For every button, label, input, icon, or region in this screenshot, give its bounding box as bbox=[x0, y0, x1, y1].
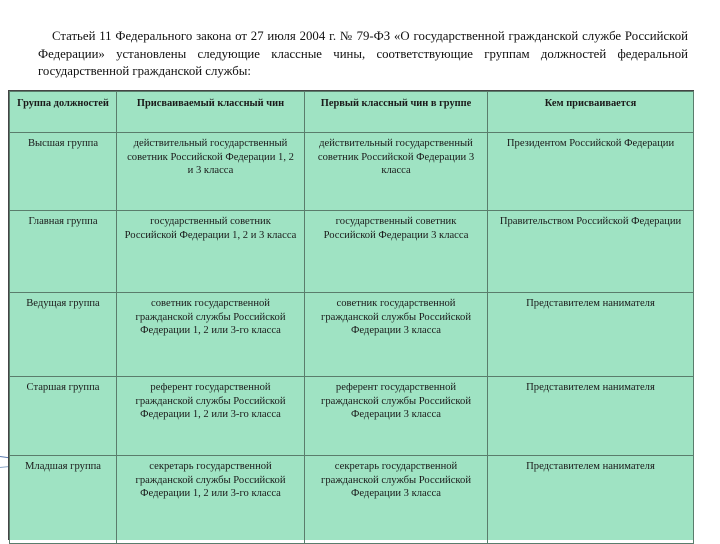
cell-assigned-rank: советник государственной гражданской службы Российской Федерации 1, 2 или 3-го класса bbox=[117, 293, 305, 377]
table-row bbox=[10, 456, 694, 544]
intro-text: Статьей 11 Федерального закона от 27 июля 2004 г. № 79-ФЗ «О государственной гражданской службе Российской Федерации» установлены следующие классные чины, соответствующие группам должностей федеральной государственной гражданской службы: bbox=[38, 29, 688, 78]
cell-first-rank: секретарь государственной гражданской службы Российской Федерации 3 класса bbox=[305, 456, 488, 544]
cell-group: Главная группа bbox=[10, 211, 117, 293]
table-row bbox=[10, 211, 694, 293]
cell-assigned-rank: государственный советник Российской Федерации 1, 2 и 3 класса bbox=[117, 211, 305, 293]
cell-first-rank: референт государственной гражданской службы Российской Федерации 3 класса bbox=[305, 377, 488, 456]
table-row bbox=[10, 293, 694, 377]
cell-assigned-by: Представителем нанимателя bbox=[488, 377, 694, 456]
class-ranks-table bbox=[9, 91, 694, 544]
cell-assigned-by: Представителем нанимателя bbox=[488, 293, 694, 377]
cell-first-rank: советник государственной гражданской службы Российской Федерации 3 класса bbox=[305, 293, 488, 377]
cell-assigned-rank: референт государственной гражданской службы Российской Федерации 1, 2 или 3-го класса bbox=[117, 377, 305, 456]
cell-assigned-rank: действительный государственный советник Российской Федерации 1, 2 и 3 класса bbox=[117, 133, 305, 211]
cell-assigned-rank: секретарь государственной гражданской службы Российской Федерации 1, 2 или 3-го класса bbox=[117, 456, 305, 544]
cell-group: Младшая группа bbox=[10, 456, 117, 544]
header-group: Группа должностей bbox=[10, 92, 117, 133]
cell-assigned-by: Президентом Российской Федерации bbox=[488, 133, 694, 211]
cell-group: Ведущая группа bbox=[10, 293, 117, 377]
cell-first-rank: государственный советник Российской Федерации 3 класса bbox=[305, 211, 488, 293]
table-header-row bbox=[10, 92, 694, 133]
class-ranks-table-container bbox=[8, 90, 694, 540]
header-assigned-by: Кем присваивается bbox=[488, 92, 694, 133]
cell-group: Старшая группа bbox=[10, 377, 117, 456]
cell-assigned-by: Представителем нанимателя bbox=[488, 456, 694, 544]
header-first-rank: Первый классный чин в группе bbox=[305, 92, 488, 133]
cell-group: Высшая группа bbox=[10, 133, 117, 211]
table-row bbox=[10, 377, 694, 456]
cell-first-rank: действительный государственный советник Российской Федерации 3 класса bbox=[305, 133, 488, 211]
cell-assigned-by: Правительством Российской Федерации bbox=[488, 211, 694, 293]
table-row bbox=[10, 133, 694, 211]
intro-paragraph bbox=[38, 28, 688, 81]
header-assigned-rank: Присваиваемый классный чин bbox=[117, 92, 305, 133]
